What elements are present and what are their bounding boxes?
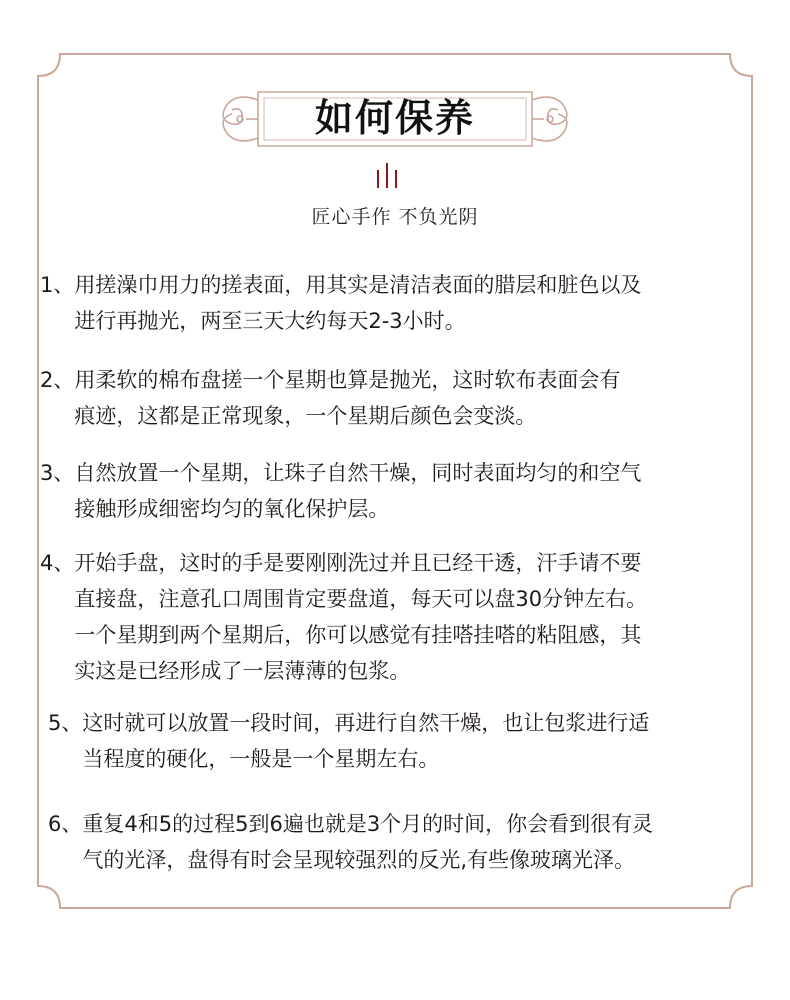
item-text-line: 重复4和5的过程5到6遍也就是3个月的时间，你会看到很有灵: [82, 812, 654, 836]
item-number: 6、: [48, 812, 83, 836]
list-item: [40, 455, 641, 527]
list-item: [40, 362, 620, 434]
subtitle: 匠心手作 不负光阴: [311, 206, 479, 228]
item-text-line: 痕迹，这都是正常现象，一个星期后颜色会变淡。: [74, 404, 537, 428]
item-number: 3、: [40, 461, 75, 485]
title-box: [258, 88, 532, 148]
item-text-line: 接触形成细密均匀的氧化保护层。: [74, 497, 390, 521]
item-number: 5、: [48, 711, 83, 735]
list-item: [48, 806, 653, 878]
item-number: 1、: [40, 273, 75, 297]
item-text-line: 进行再抛光，两至三天大约每天2-3小时。: [74, 309, 466, 333]
list-item: [48, 705, 649, 777]
right-scroll-ornament: [532, 97, 567, 141]
item-text-line: 当程度的硬化，一般是一个星期左右。: [82, 747, 440, 771]
item-text-line: 气的光泽，盘得有时会呈现较强烈的反光,有些像玻璃光泽。: [82, 848, 636, 872]
item-text-line: 一个星期到两个星期后，你可以感觉有挂嗒挂嗒的粘阻感，其: [74, 623, 642, 647]
item-text-line: 用搓澡巾用力的搓表面，用其实是清洁表面的腊层和脏色以及: [74, 273, 642, 297]
item-text-line: 直接盘，注意孔口周围肯定要盘道，每天可以盘30分钟左右。: [74, 587, 648, 611]
item-text-line: 自然放置一个星期，让珠子自然干燥，同时表面均匀的和空气: [74, 461, 642, 485]
list-item: [40, 267, 641, 339]
list-item: [40, 545, 647, 689]
page-title: 如何保养: [314, 95, 475, 140]
item-number: 4、: [40, 551, 75, 575]
item-text-line: 这时就可以放置一段时间，再进行自然干燥，也让包浆进行适: [82, 711, 650, 735]
item-text-line: 实这是已经形成了一层薄薄的包浆。: [74, 659, 411, 683]
left-scroll-ornament: [223, 97, 258, 141]
accent-bars-icon: [377, 163, 397, 188]
item-number: 2、: [40, 368, 75, 392]
item-text-line: 用柔软的棉布盘搓一个星期也算是抛光，这时软布表面会有: [74, 368, 621, 392]
item-text-line: 开始手盘，这时的手是要刚刚洗过并且已经干透，汗手请不要: [74, 551, 642, 575]
